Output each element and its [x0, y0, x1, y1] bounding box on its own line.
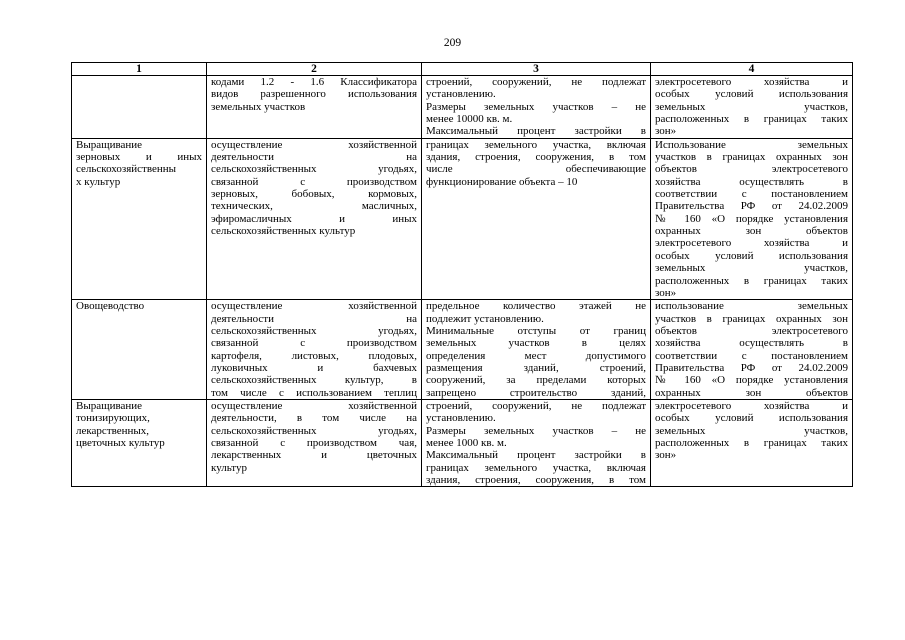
table-header-row — [72, 63, 853, 76]
text-line: сельскохозяйственных угодьях, — [211, 324, 417, 337]
text-line: участков в границах охранных зон — [655, 312, 848, 325]
text-line: границах земельного участка, включая — [426, 138, 646, 151]
restrictions-cell — [651, 138, 853, 299]
text-line: объектов электросетевого — [655, 163, 848, 176]
text-line: лекарственных, — [76, 424, 150, 437]
use-description-cell — [207, 138, 422, 299]
text-line: функционирование объекта – 10 — [426, 175, 578, 188]
text-line: границах земельного участка, включая — [426, 461, 646, 474]
text-line: том числе с использованием теплиц — [211, 386, 417, 399]
text-line: луковичных и бахчевых — [211, 361, 417, 374]
text-line: особых условий использования — [655, 412, 848, 425]
text-line: сельскохозяйственных культур, в — [211, 374, 417, 387]
text-line: связанной с производством чая, — [211, 436, 417, 449]
text-line: строений, сооружений, не подлежат — [426, 76, 646, 88]
restrictions-cell — [651, 300, 853, 400]
text-line: сельскохозяйственных угодьях, — [211, 424, 417, 437]
parameters-cell — [422, 138, 651, 299]
table-row — [72, 399, 853, 486]
text-line: цветочных культур — [76, 436, 165, 449]
text-line: использование земельных — [655, 300, 848, 313]
text-line: зерновых и иных — [76, 151, 202, 164]
text-line: Правительства РФ от 24.02.2009 — [655, 200, 848, 213]
text-line: лекарственных и цветочных — [211, 449, 417, 462]
use-name-cell — [72, 300, 207, 400]
text-line: участков в границах охранных зон — [655, 151, 848, 164]
text-line: Максимальный процент застройки в — [426, 449, 646, 462]
text-line: установлению. — [426, 412, 496, 425]
table-row — [72, 76, 853, 139]
restrictions-cell — [651, 399, 853, 486]
text-line: предельное количество этажей не — [426, 300, 646, 313]
text-line: деятельности, в том числе на — [211, 412, 417, 425]
text-line: технических, масличных, — [211, 200, 417, 213]
text-line: № 160 «О порядке установления — [655, 212, 848, 225]
text-line: х культур — [76, 175, 121, 188]
text-line: менее 1000 кв. м. — [426, 436, 507, 449]
text-line: эфиромасличных и иных — [211, 212, 417, 225]
text-line: соответствии с постановлением — [655, 349, 848, 362]
use-name-cell — [72, 138, 207, 299]
text-line: земельных участков, — [655, 100, 848, 113]
text-line: подлежит установлению. — [426, 312, 544, 325]
zoning-table — [71, 62, 853, 487]
text-line: расположенных в границах таких — [655, 436, 848, 449]
text-line: земельных участков в целях — [426, 337, 646, 350]
text-line: Овощеводство — [76, 300, 145, 313]
text-line: хозяйства осуществлять в — [655, 337, 848, 350]
text-line: кодами 1.2 - 1.6 Классификатора — [211, 76, 417, 88]
text-line: Выращивание — [76, 138, 143, 151]
text-line: здания, строения, сооружения, в том — [426, 151, 646, 164]
page-number: 209 — [443, 37, 462, 49]
text-line: Максимальный процент застройки в — [426, 125, 646, 138]
text-line: осуществление хозяйственной — [211, 300, 417, 313]
text-line: электросетевого хозяйства и — [655, 399, 848, 412]
text-line: сельскохозяйственны — [76, 163, 177, 176]
text-line: строений, сооружений, не подлежат — [426, 399, 646, 412]
text-line: особых условий использования — [655, 249, 848, 262]
text-line: зон» — [655, 125, 677, 138]
restrictions-cell — [651, 76, 853, 139]
text-line: тонизирующих, — [76, 412, 150, 425]
text-line: здания, строения, сооружения, в том — [426, 474, 646, 486]
text-line: связанной с производством — [211, 175, 417, 188]
text-line: электросетевого хозяйства и — [655, 237, 848, 250]
text-line: объектов электросетевого — [655, 324, 848, 337]
column-header: 2 — [207, 63, 422, 76]
text-line: установлению. — [426, 88, 496, 101]
text-line: числе обеспечивающие — [426, 163, 646, 176]
text-line: охранных зон объектов — [655, 386, 848, 399]
text-line: культур — [211, 461, 247, 474]
text-line: особых условий использования — [655, 88, 848, 101]
text-line: Размеры земельных участков – не — [426, 424, 646, 437]
text-line: деятельности на — [211, 151, 417, 164]
table-row — [72, 300, 853, 400]
use-description-cell — [207, 300, 422, 400]
text-line: земельных участков — [211, 100, 306, 113]
text-line: № 160 «О порядке установления — [655, 374, 848, 387]
text-line: деятельности на — [211, 312, 417, 325]
text-line: хозяйства осуществлять в — [655, 175, 848, 188]
text-line: связанной с производством — [211, 337, 417, 350]
parameters-cell — [422, 300, 651, 400]
text-line: земельных участков, — [655, 424, 848, 437]
text-line: менее 10000 кв. м. — [426, 113, 513, 126]
column-header: 4 — [651, 63, 853, 76]
text-line: Выращивание — [76, 399, 143, 412]
text-line: соответствии с постановлением — [655, 188, 848, 201]
table-row — [72, 138, 853, 299]
text-line: зон» — [655, 449, 677, 462]
text-line: зерновых, бобовых, кормовых, — [211, 188, 417, 201]
text-line: Размеры земельных участков – не — [426, 100, 646, 113]
parameters-cell — [422, 399, 651, 486]
column-header: 1 — [72, 63, 207, 76]
text-line: видов разрешенного использования — [211, 88, 417, 101]
text-line: определения мест допустимого — [426, 349, 646, 362]
text-line: Правительства РФ от 24.02.2009 — [655, 361, 848, 374]
text-line: электросетевого хозяйства и — [655, 76, 848, 88]
text-line: размещения зданий, строений, — [426, 361, 646, 374]
parameters-cell — [422, 76, 651, 139]
text-line: охранных зон объектов — [655, 225, 848, 238]
text-line: зон» — [655, 286, 677, 299]
use-description-cell — [207, 76, 422, 139]
text-line: сооружений, за пределами которых — [426, 374, 646, 387]
text-line: картофеля, листовых, плодовых, — [211, 349, 417, 362]
text-line: сельскохозяйственных культур — [211, 225, 356, 238]
text-line: Использование земельных — [655, 138, 848, 151]
text-line: осуществление хозяйственной — [211, 138, 417, 151]
column-header: 3 — [422, 63, 651, 76]
text-line: Минимальные отступы от границ — [426, 324, 646, 337]
text-line: расположенных в границах таких — [655, 113, 848, 126]
text-line: запрещено строительство зданий, — [426, 386, 646, 399]
use-description-cell — [207, 399, 422, 486]
text-line: земельных участков, — [655, 262, 848, 275]
text-line: сельскохозяйственных угодьях, — [211, 163, 417, 176]
use-name-cell — [72, 399, 207, 486]
text-line: осуществление хозяйственной — [211, 399, 417, 412]
use-name-cell — [72, 76, 207, 139]
text-line: расположенных в границах таких — [655, 274, 848, 287]
